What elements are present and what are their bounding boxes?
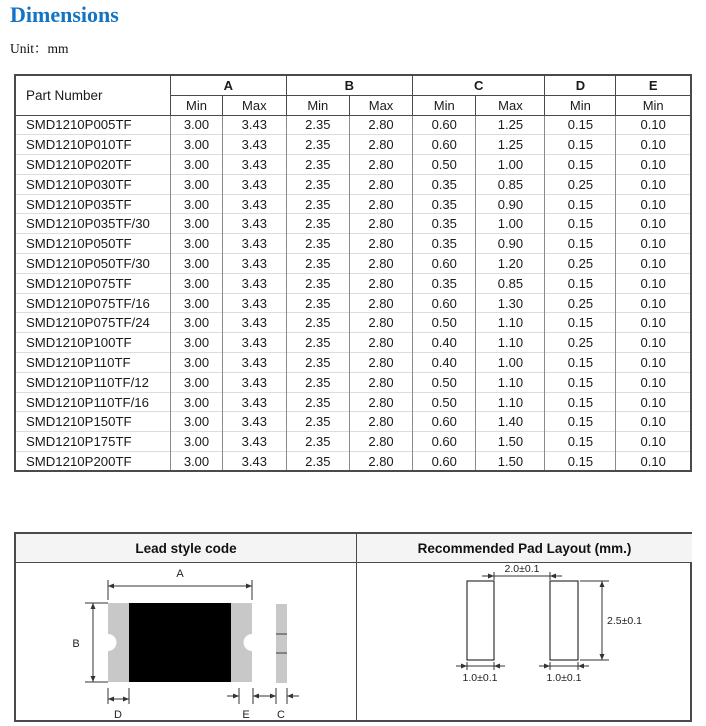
dimension-value-cell: 2.80: [350, 333, 413, 353]
dimension-value-cell: 3.43: [223, 392, 287, 412]
dimension-value-cell: 2.80: [350, 194, 413, 214]
table-row: [15, 333, 691, 353]
dimension-value-cell: 1.10: [476, 313, 545, 333]
dimension-e: [227, 688, 265, 704]
part-number-cell: SMD1210P005TF: [15, 115, 170, 135]
dimension-value-cell: 2.80: [350, 313, 413, 333]
dimensions-table-wrap: [14, 74, 692, 472]
dimension-value-cell: 2.35: [286, 392, 350, 412]
dimension-value-cell: 0.10: [616, 313, 691, 333]
dimension-value-cell: 3.43: [223, 254, 287, 274]
dimension-value-cell: 2.35: [286, 273, 350, 293]
dimension-value-cell: 2.35: [286, 174, 350, 194]
dimension-value-cell: 0.10: [616, 234, 691, 254]
part-number-cell: SMD1210P035TF: [15, 194, 170, 214]
dimension-value-cell: 0.15: [545, 432, 616, 452]
lead-style-header: Lead style code: [16, 534, 357, 563]
dimension-pad-width-left: [456, 662, 505, 670]
dimension-value-cell: 3.43: [223, 412, 287, 432]
dimension-value-cell: 3.00: [170, 254, 222, 274]
diagram-box: [14, 532, 692, 722]
part-number-cell: SMD1210P175TF: [15, 432, 170, 452]
dimension-value-cell: 1.25: [476, 115, 545, 135]
dimension-value-cell: 0.25: [545, 333, 616, 353]
dim-label-a: A: [176, 568, 184, 580]
dimension-value-cell: 3.43: [223, 214, 287, 234]
pad-layout-drawing: [357, 563, 692, 720]
dimension-value-cell: 0.50: [412, 155, 476, 175]
table-row: [15, 432, 691, 452]
dimension-value-cell: 0.10: [616, 194, 691, 214]
dimension-value-cell: 2.35: [286, 293, 350, 313]
dimension-value-cell: 1.10: [476, 392, 545, 412]
table-row: [15, 372, 691, 392]
dimension-value-cell: 0.50: [412, 392, 476, 412]
dimension-value-cell: 0.10: [616, 392, 691, 412]
dimensions-table: [14, 74, 692, 472]
pad-width-right-label: 1.0±0.1: [546, 672, 582, 684]
dimension-value-cell: 2.35: [286, 412, 350, 432]
lead-style-diagram: [16, 563, 357, 720]
dimension-value-cell: 0.25: [545, 254, 616, 274]
dimension-value-cell: 0.15: [545, 313, 616, 333]
dimension-value-cell: 0.10: [616, 412, 691, 432]
col-group-a: A: [170, 75, 286, 95]
table-row: [15, 214, 691, 234]
dimension-value-cell: 2.35: [286, 254, 350, 274]
dimension-value-cell: 0.50: [412, 372, 476, 392]
dimension-value-cell: 0.15: [545, 372, 616, 392]
dimension-value-cell: 0.35: [412, 174, 476, 194]
dimension-value-cell: 2.35: [286, 333, 350, 353]
dimension-value-cell: 1.00: [476, 214, 545, 234]
col-group-e: E: [616, 75, 691, 95]
dim-label-d: D: [114, 709, 122, 720]
dimension-value-cell: 0.25: [545, 174, 616, 194]
dimension-value-cell: 0.15: [545, 273, 616, 293]
dimension-c: [264, 688, 299, 704]
dimension-value-cell: 0.60: [412, 432, 476, 452]
dimension-value-cell: 3.43: [223, 273, 287, 293]
pad-layout-diagram: [357, 563, 692, 720]
dimension-a: [108, 580, 252, 600]
dimension-value-cell: 0.15: [545, 135, 616, 155]
component-body: [129, 603, 231, 682]
dimension-value-cell: 0.85: [476, 273, 545, 293]
part-number-cell: SMD1210P010TF: [15, 135, 170, 155]
part-number-cell: SMD1210P200TF: [15, 452, 170, 472]
dimension-value-cell: 0.40: [412, 353, 476, 373]
subheader-b-min: Min: [286, 95, 350, 115]
dimension-value-cell: 3.00: [170, 432, 222, 452]
table-row: [15, 254, 691, 274]
table-row: [15, 234, 691, 254]
table-row: [15, 115, 691, 135]
dimension-value-cell: 2.35: [286, 452, 350, 472]
dimension-value-cell: 0.60: [412, 135, 476, 155]
part-number-cell: SMD1210P075TF: [15, 273, 170, 293]
dim-label-b: B: [72, 638, 80, 650]
pad-width-left-label: 1.0±0.1: [462, 672, 498, 684]
table-row: [15, 293, 691, 313]
dimension-value-cell: 0.15: [545, 353, 616, 373]
dimension-value-cell: 3.43: [223, 135, 287, 155]
dimension-value-cell: 3.00: [170, 174, 222, 194]
dimension-value-cell: 0.35: [412, 234, 476, 254]
dimension-value-cell: 0.10: [616, 293, 691, 313]
table-row: [15, 412, 691, 432]
dimension-value-cell: 1.25: [476, 135, 545, 155]
part-number-cell: SMD1210P050TF/30: [15, 254, 170, 274]
dimension-value-cell: 0.10: [616, 174, 691, 194]
dimension-value-cell: 2.80: [350, 273, 413, 293]
pad-left: [467, 581, 494, 660]
dimensions-table-body: [15, 115, 691, 471]
lead-style-drawing: [16, 563, 356, 720]
dimension-value-cell: 2.80: [350, 234, 413, 254]
dimension-value-cell: 1.10: [476, 372, 545, 392]
dimension-value-cell: 3.00: [170, 412, 222, 432]
dimension-pad-width-right: [539, 662, 589, 670]
subheader-a-max: Max: [223, 95, 287, 115]
col-group-b: B: [286, 75, 412, 95]
table-row: [15, 155, 691, 175]
page-title: Dimensions: [10, 2, 119, 27]
dimension-value-cell: 0.10: [616, 353, 691, 373]
part-number-cell: SMD1210P110TF/12: [15, 372, 170, 392]
dimension-height: [580, 581, 609, 660]
part-number-cell: SMD1210P100TF: [15, 333, 170, 353]
dimension-value-cell: 3.43: [223, 174, 287, 194]
subheader-a-min: Min: [170, 95, 222, 115]
dimension-value-cell: 1.40: [476, 412, 545, 432]
dimension-value-cell: 0.35: [412, 273, 476, 293]
dimension-d: [108, 688, 129, 704]
dimension-value-cell: 0.60: [412, 254, 476, 274]
table-row: [15, 392, 691, 412]
dimension-value-cell: 3.00: [170, 372, 222, 392]
notch-left: [100, 634, 117, 651]
dimension-value-cell: 2.35: [286, 214, 350, 234]
subheader-e-min: Min: [616, 95, 691, 115]
dimension-value-cell: 0.10: [616, 333, 691, 353]
dimension-value-cell: 0.60: [412, 412, 476, 432]
dimension-value-cell: 1.10: [476, 333, 545, 353]
dimension-value-cell: 0.15: [545, 234, 616, 254]
dimension-value-cell: 3.43: [223, 115, 287, 135]
dimension-value-cell: 0.90: [476, 194, 545, 214]
dimension-value-cell: 0.10: [616, 135, 691, 155]
dimension-value-cell: 0.35: [412, 214, 476, 234]
table-row: [15, 135, 691, 155]
subheader-c-max: Max: [476, 95, 545, 115]
dimension-value-cell: 1.50: [476, 432, 545, 452]
dimension-value-cell: 0.60: [412, 115, 476, 135]
dimension-value-cell: 3.00: [170, 293, 222, 313]
dimension-value-cell: 2.35: [286, 115, 350, 135]
dimension-value-cell: 0.10: [616, 452, 691, 472]
dimension-value-cell: 2.80: [350, 293, 413, 313]
part-number-cell: SMD1210P050TF: [15, 234, 170, 254]
dimension-value-cell: 0.15: [545, 412, 616, 432]
notch-right: [244, 634, 261, 651]
dimension-value-cell: 0.10: [616, 372, 691, 392]
dimension-value-cell: 3.43: [223, 155, 287, 175]
dimension-value-cell: 2.35: [286, 194, 350, 214]
dimension-value-cell: 2.35: [286, 234, 350, 254]
table-header: [15, 75, 691, 115]
dimension-value-cell: 0.15: [545, 452, 616, 472]
dimension-value-cell: 3.00: [170, 234, 222, 254]
part-number-cell: SMD1210P110TF: [15, 353, 170, 373]
dimension-value-cell: 3.00: [170, 313, 222, 333]
dimension-value-cell: 2.35: [286, 432, 350, 452]
dimension-value-cell: 2.35: [286, 155, 350, 175]
part-number-cell: SMD1210P150TF: [15, 412, 170, 432]
dimension-value-cell: 2.80: [350, 115, 413, 135]
dimension-value-cell: 2.80: [350, 392, 413, 412]
gap-dim-label: 2.0±0.1: [504, 563, 540, 575]
dimension-value-cell: 0.50: [412, 313, 476, 333]
subheader-b-max: Max: [350, 95, 413, 115]
dimension-value-cell: 2.80: [350, 135, 413, 155]
part-number-cell: SMD1210P020TF: [15, 155, 170, 175]
dimension-value-cell: 3.00: [170, 194, 222, 214]
dimension-value-cell: 3.00: [170, 353, 222, 373]
dimension-value-cell: 0.60: [412, 452, 476, 472]
col-group-d: D: [545, 75, 616, 95]
dimension-value-cell: 2.80: [350, 452, 413, 472]
dimension-value-cell: 2.80: [350, 214, 413, 234]
dimension-value-cell: 3.00: [170, 333, 222, 353]
height-dim-label: 2.5±0.1: [607, 615, 642, 627]
dimension-value-cell: 0.10: [616, 214, 691, 234]
dimension-value-cell: 3.43: [223, 353, 287, 373]
part-number-cell: SMD1210P075TF/16: [15, 293, 170, 313]
part-number-cell: SMD1210P035TF/30: [15, 214, 170, 234]
dimension-value-cell: 3.00: [170, 135, 222, 155]
part-number-cell: SMD1210P030TF: [15, 174, 170, 194]
dimension-value-cell: 0.25: [545, 293, 616, 313]
dimension-value-cell: 3.00: [170, 273, 222, 293]
dimension-value-cell: 0.15: [545, 155, 616, 175]
pad-layout-header: Recommended Pad Layout (mm.): [357, 534, 692, 563]
dimension-value-cell: 2.35: [286, 372, 350, 392]
dimension-value-cell: 0.35: [412, 194, 476, 214]
dimension-value-cell: 0.10: [616, 115, 691, 135]
dimension-value-cell: 3.43: [223, 432, 287, 452]
dim-label-c: C: [277, 709, 285, 720]
dim-label-e: E: [242, 709, 250, 720]
dimension-value-cell: 2.80: [350, 432, 413, 452]
dimension-value-cell: 1.50: [476, 452, 545, 472]
part-number-cell: SMD1210P110TF/16: [15, 392, 170, 412]
unit-label: Unit：mm: [10, 41, 69, 56]
dimension-value-cell: 3.00: [170, 115, 222, 135]
dimension-value-cell: 0.15: [545, 214, 616, 234]
dimension-value-cell: 0.15: [545, 115, 616, 135]
table-row: [15, 174, 691, 194]
dimension-value-cell: 1.00: [476, 353, 545, 373]
part-number-header: Part Number: [15, 75, 170, 115]
dimension-value-cell: 2.80: [350, 155, 413, 175]
dimension-value-cell: 2.35: [286, 353, 350, 373]
component-top-view: [100, 603, 261, 682]
table-row: [15, 353, 691, 373]
dimension-value-cell: 3.00: [170, 452, 222, 472]
dimension-value-cell: 2.35: [286, 313, 350, 333]
dimension-value-cell: 1.00: [476, 155, 545, 175]
dimension-value-cell: 0.85: [476, 174, 545, 194]
dimension-value-cell: 1.20: [476, 254, 545, 274]
dimension-value-cell: 3.43: [223, 194, 287, 214]
dimension-value-cell: 3.43: [223, 293, 287, 313]
dimension-value-cell: 2.80: [350, 254, 413, 274]
dimension-value-cell: 2.80: [350, 174, 413, 194]
dimension-value-cell: 0.15: [545, 194, 616, 214]
dimension-value-cell: 0.10: [616, 254, 691, 274]
component-side-view: [276, 604, 287, 683]
dimension-value-cell: 0.10: [616, 155, 691, 175]
table-row: [15, 194, 691, 214]
dimension-value-cell: 3.43: [223, 313, 287, 333]
part-number-cell: SMD1210P075TF/24: [15, 313, 170, 333]
dimension-value-cell: 3.43: [223, 372, 287, 392]
dimension-value-cell: 0.90: [476, 234, 545, 254]
col-group-c: C: [412, 75, 544, 95]
dimension-value-cell: 0.10: [616, 273, 691, 293]
dimension-value-cell: 3.43: [223, 234, 287, 254]
dimension-value-cell: 2.80: [350, 353, 413, 373]
dimension-value-cell: 0.60: [412, 293, 476, 313]
pad-right: [550, 581, 578, 660]
dimension-value-cell: 3.00: [170, 392, 222, 412]
side-view-strip: [276, 604, 287, 683]
dimension-value-cell: 3.43: [223, 333, 287, 353]
dimension-value-cell: 1.30: [476, 293, 545, 313]
dimension-value-cell: 3.43: [223, 452, 287, 472]
subheader-c-min: Min: [412, 95, 476, 115]
table-row: [15, 273, 691, 293]
table-row: [15, 452, 691, 472]
dimension-value-cell: 3.00: [170, 214, 222, 234]
dimension-value-cell: 0.15: [545, 392, 616, 412]
table-row: [15, 313, 691, 333]
dimension-value-cell: 0.10: [616, 432, 691, 452]
dimension-value-cell: 2.80: [350, 372, 413, 392]
dimension-value-cell: 2.35: [286, 135, 350, 155]
dimension-value-cell: 0.40: [412, 333, 476, 353]
dimension-value-cell: 3.00: [170, 155, 222, 175]
dimension-value-cell: 2.80: [350, 412, 413, 432]
subheader-d-min: Min: [545, 95, 616, 115]
